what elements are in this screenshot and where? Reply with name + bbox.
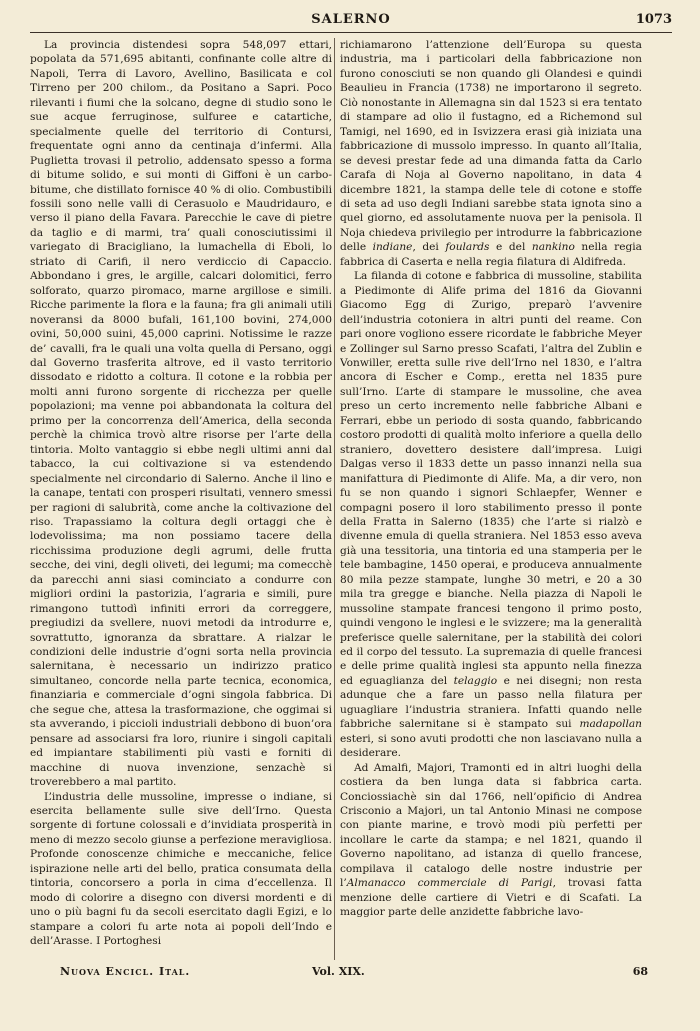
paragraph-muslin-industry: L’industria delle mussoline, impresse o indiane, si esercita bellamente sulle sive dell’Irno. Questa sorgente di fortune colossali e d’invidiata prosperità in meno di mezzo secolo giunse a perfezione meravigliosa. Profonde conoscenze chimiche e meccaniche, felice ispirazione nelle arti del bello, pratica consumata della tintoria, concorsero a porla in cima d’eccellenza. Il modo di colorire a disegno con diversi mordenti e di uno o più bagni fu da secoli esercitato dagli Egizi, e lo stampare a colori fu arte nota ai popoli dell’Indo e dell’Arasse. I Portoghesi	[30, 790, 332, 948]
footer-volume: Vol. XIX.	[312, 965, 365, 978]
text-segment: esteri, si sono avuti prodotti che non lasciavano nulla a desiderare.	[340, 732, 642, 760]
text-segment: Ad Amalfi, Majori, Tramonti ed in altri luoghi della costiera da ben lunga data si fabbrica carta. Conciossiachè sin dal 1766, nell’opificio di Andrea Crisconio a Majori, un tal Antonio Minasi ne compose con piante marine, e trovò modi più perfetti per incollare le carte da stampa; e nel 1821, quando il Governo napolitano, ad istanza di quello francese, compilava il catalogo delle nostre industrie per l’	[340, 761, 642, 890]
text-segment: e del	[489, 241, 532, 254]
italic-term: foulards	[445, 241, 490, 254]
footer-signature: 68	[632, 965, 648, 978]
left-column	[30, 38, 332, 962]
italic-term: madapollan	[579, 718, 642, 731]
text-segment: richiamarono l’attenzione dell’Europa su questa industria, ma i particolari della fabbricazione non furono conosciuti se non quando gli Olandesi e quindi Beaulieu in Francia (1738) ne importarono il segreto. Ciò nonostante in Allemagna sin dal 1523 si era tentato di stampare ad olio il fustagno, ed a Richemond sul Tamigi, nel 1690, ed in Isvizzera erasi già iniziata una fabbricazione di mussolo impresso. In quanto all’Italia, se devesi prestar fede ad una dimanda fatta da Carlo Carafa di Noja al Governo napolitano, in data 4 dicembre 1821, la stampa delle tele di cotone e stoffe di seta ad uso degli Indiani sarebbe stata ignota sino a quel giorno, ed assolutamente nuova per la penisola. Il Noja chiedeva privilegio per introdurre la fabbricazione delle	[340, 39, 642, 254]
text-segment: nella regia fabbrica di Caserta e nella regia filatura di Aldifreda.	[340, 241, 642, 268]
paragraph-province: La provincia distendesi sopra 548,097 ettari, popolata da 571,695 abitanti, confinante colle altre di Napoli, Terra di Lavoro, Avellino, Basilicata e col Tirreno per 200 chilom., da Positano a Sapri. Poco rilevanti i fiumi che la solcano, degne di studio sono le sue acque ferruginose, sulfuree e catartiche, specialmente quelle del territorio di Contursi, frequentate ogni anno da centinaja d’infermi. Alla Puglietta trovasi il petrolio, addensato spesso a forma di bitume solido, e sui monti di Giffoni è un carbo-bitume, che distillato fornisce 40 % di olio. Combustibili fossili sono nelle valli di Cerasuolo e Maudridauro, e verso il piano della Favara. Parecchie le cave di pietre da taglio e di marmi, tra’ quali conosciutissimi il variegato di Bracigliano, la lumachella di Eboli, lo striato di Carifi, il nero verdiccio di Capaccio. Abbondano i gres, le argille, calcari dolomitici, ferro solforato, quarzo piromaco, marne argillose e simili. Ricche parimente la flora e la fauna; fra gli animali utili noveransi da 8000 bufali, 161,100 bovini, 274,000 ovini, 50,000 suini, 45,000 caprini. Notissime le razze de’ cavalli, fra le quali una volta quella di Persano, oggi dal Governo trasferita altrove, ed il vasto territorio dissodato e ridotto a coltura. Il cotone e la robbia per molti anni furono sorgente di ricchezza per quelle popolazioni; ma venne poi abbandonata la coltura del primo per la concorrenza dell’America, della seconda perchè la chimica trovò altre risorse per l’arte della tintoria. Molto vantaggio si ebbe negli ultimi anni dal tabacco, la cui coltivazione si va estendendo specialmente nel circondario di Salerno. Anche il lino e la canape, tentati con prosperi risultati, vennero smessi per ragioni di salubrità, come anche la coltivazione del riso. Trapassiamo la coltura degli ortaggi che è lodevolissima; ma non possiamo tacere della ricchissima produzione degli agrumi, delle frutta secche, dei vini, degli oliveti, dei legumi; ma comecchè da parecchi anni siasi cominciato a condurre con migliori ordini la pastorizia, l’agraria e simili, pure rimangono tuttodì infiniti errori da correggere, pregiudizi da svellere, nuovi metodi da introdurre e, sovrattutto, ignoranza da sbrattare. A rialzar le condizioni delle industrie d’ogni sorta nella provincia salernitana, è necessario un indirizzo pratico simultaneo, concorde nella parte tecnica, economica, finanziaria e commerciale d’ogni singola fabbrica. Di che segue che, attesa la trasformazione, che oggimai si sta avverando, i piccioli industriali debbono di buon’ora pensare ad associarsi fra loro, riunire i singoli capitali ed impiantare stabilimenti più vasti e forniti di macchine di nuova invenzione, senzachè si troverebbero a mal partito.	[30, 39, 332, 789]
italic-term: telaggio	[453, 674, 498, 687]
italic-term: Almanacco commerciale di Parigi	[346, 877, 553, 890]
paragraph-printing-history	[340, 38, 642, 269]
text-segment: , trovasi fatta menzione delle cartiere di Vietri e di Scafati. La maggior parte delle anzidette fabbriche lavo-	[340, 877, 642, 919]
text-segment: , dei	[412, 241, 446, 254]
footer-publication: Nuova Encicl. Ital.	[60, 965, 191, 978]
page-number: 1073	[635, 12, 672, 27]
right-column	[340, 38, 642, 962]
paragraph-cotton-mills	[340, 269, 642, 760]
page-header	[30, 10, 672, 33]
paragraph-paper-industry	[340, 761, 642, 920]
running-title: SALERNO	[311, 12, 391, 27]
text-segment: La filanda di cotone e fabbrica di mussoline, stabilita a Piedimonte di Alife prima del 1816 da Giovanni Giacomo Egg di Zurigo, preparò l’avvenire dell’industria cotoniera in altri punti del reame. Con pari onore vogliono essere ricordate le fabbriche Meyer e Zollinger sul Sarno presso Scafati, l’altra del Zublin e Vonwiller, eretta sulle rive dell’Irno nel 1830, e l’altra ancora di Escher e Comp., eretta nel 1835 pure sull’Irno. L’arte di stampare le mussoline, che avea preso un certo incremento nelle fabbriche Albani e Ferrari, ebbe un periodo di sosta quando, fabbricando costoro prodotti di qualità molto inferiore a quella dello straniero, dovettero desistere dall’impresa. Luigi Dalgas verso il 1833 dette un passo innanzi nella sua manifattura di Piedimonte di Alife. Ma, a dir vero, non fu se non quando i signori Schlaepfer, Wenner e compagni posero il loro stabilimento presso il ponte della Fratta in Salerno (1835) che l’arte si rialzò e divenne emula di quella straniera. Nel 1853 esso aveva già una tessitoria, una tintoria ed una stamperia per le tele bambagine, 1450 operai, e produceva annualmente 80 mila pezze stampate, lunghe 30 metri, e 20 a 30 mila tra gregge e bianche. Nella piazza di Napoli le mussoline stampate francesi tengono il primo posto, quindi vengono le inglesi e le svizzere; ma la generalità preferisce quelle salernitane, per la stabilità dei colori ed il corpo del tessuto. La supremazia di quelle francesi e delle prime qualità inglesi sta appunto nella finezza ed eguaglianza del	[340, 270, 642, 687]
italic-term: indiane	[372, 241, 413, 254]
text-segment: e nei disegni; non resta adunque che a fare un passo nella filatura per uguagliare l’industria straniera. Infatti quando nelle fabbriche salernitane si è stampato sui	[340, 674, 642, 731]
page-footer	[30, 965, 672, 983]
italic-term: nankino	[531, 241, 575, 254]
column-divider	[334, 38, 335, 960]
